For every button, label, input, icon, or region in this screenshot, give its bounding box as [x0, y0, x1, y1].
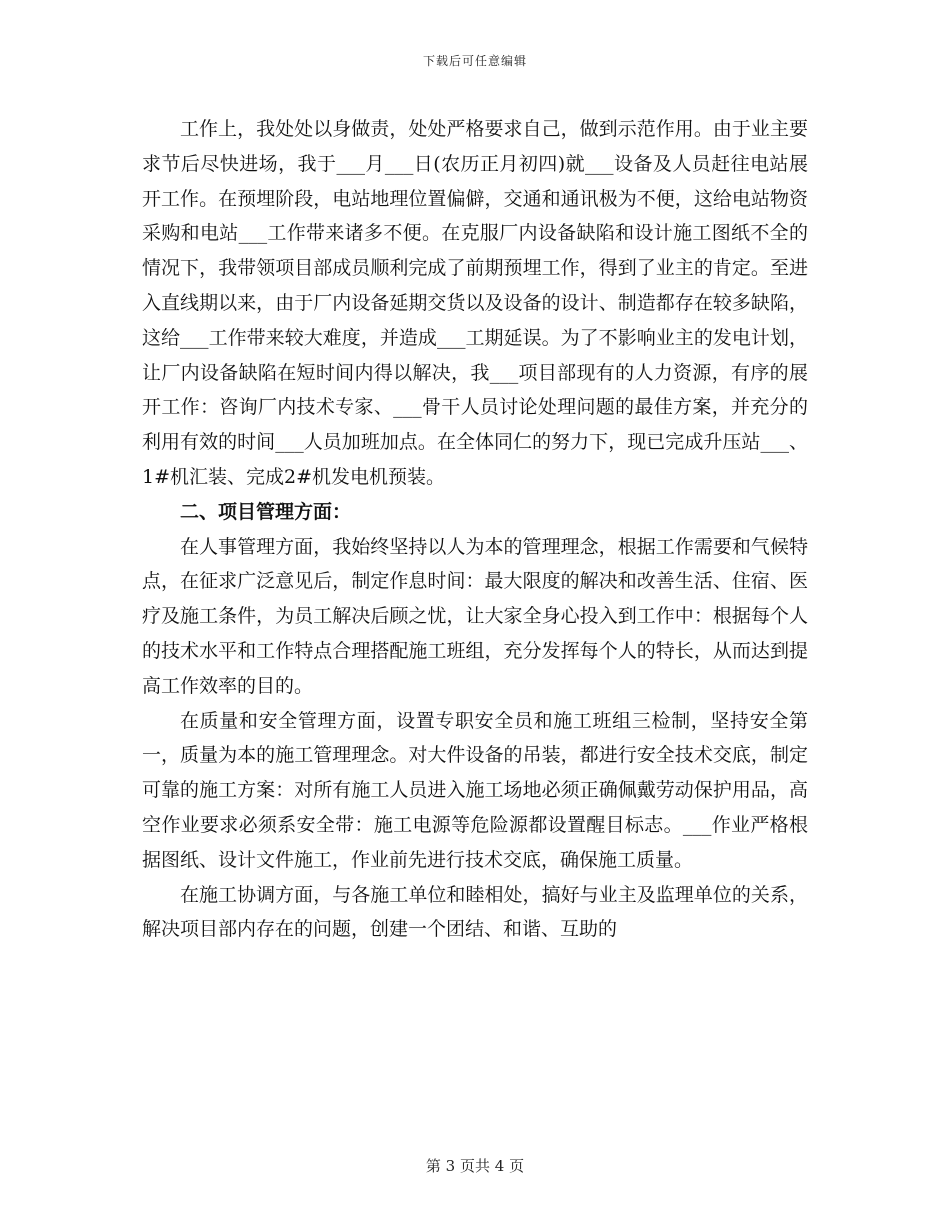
paragraph-work: 工作上，我处处以身做责，处处严格要求自己，做到示范作用。由于业主要求节后尽快进场，我于___月___日(农历正月初四)就___设备及人员赶往电站展开工作。在预埋阶段，电站地理位置偏僻，交通和通讯极为不便，这给电站物资采购和电站___工作带来诸多不便。在克服厂内设备缺陷和设计施工图纸不全的情况下，我带领项目部成员顺利完成了前期预埋工作，得到了业主的肯定。至进入直线期以来，由于厂内设备延期交货以及设备的设计、制造都存在较多缺陷，这给___工作带来较大难度，并造成___工期延误。为了不影响业主的发电计划，让厂内设备缺陷在短时间内得以解决，我___项目部现有的人力资源，有序的展开工作：咨询厂内技术专家、___骨干人员讨论处理问题的最佳方案，并充分的利用有效的时间___人员加班加点。在全体同仁的努力下，现已完成升压站___、1#机汇装、完成2#机发电机预装。 — [142, 118, 808, 488]
paragraph-coordination: 在施工协调方面，与各施工单位和睦相处，搞好与业主及监理单位的关系，解决项目部内存在的问题，创建一个团结、和谐、互助的 — [142, 883, 808, 941]
paragraph-quality-safety: 在质量和安全管理方面，设置专职安全员和施工班组三检制，坚持安全第一，质量为本的施工管理理念。对大件设备的吊装，都进行安全技术交底，制定可靠的施工方案：对所有施工人员进入施工场地必须正确佩戴劳动保护用品，高空作业要求必须系安全带：施工电源等危险源都设置醒目标志。___作业严格根据图纸、设计文件施工，作业前先进行技术交底，确保施工质量。 — [142, 709, 808, 871]
document-body — [142, 112, 808, 947]
paragraph-personnel: 在人事管理方面，我始终坚持以人为本的管理理念，根据工作需要和气候特点，在征求广泛意见后，制定作息时间：最大限度的解决和改善生活、住宿、医疗及施工条件，为员工解决后顾之忧，让大家全身心投入到工作中：根据每个人的技术水平和工作特点合理搭配施工班组，充分发挥每个人的特长，从而达到提高工作效率的目的。 — [142, 535, 808, 697]
page-header: 下载后可任意编辑 — [422, 54, 527, 68]
page-number: 第 3 页共 4 页 — [425, 1157, 525, 1175]
section-heading-project-management: 二、项目管理方面： — [180, 500, 352, 523]
